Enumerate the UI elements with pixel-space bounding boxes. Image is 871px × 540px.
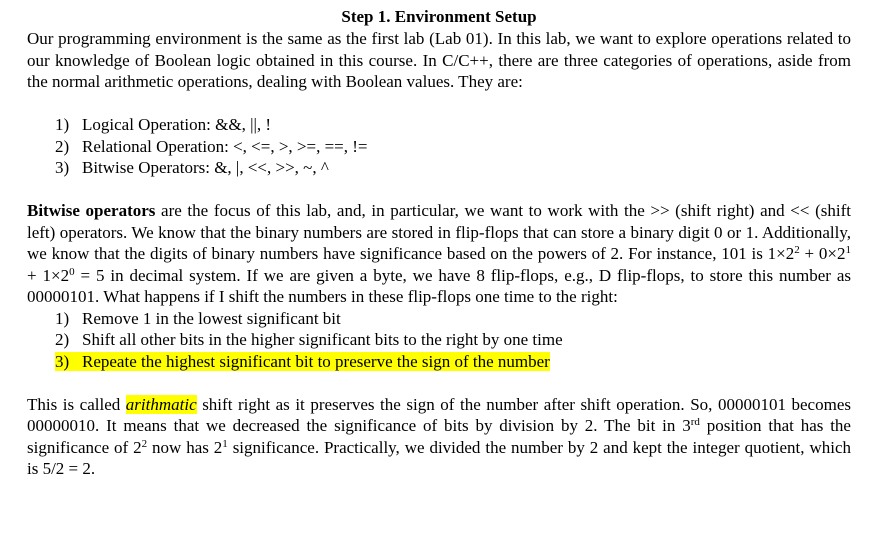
intro-paragraph: Our programming environment is the same as the first lab (Lab 01). In this lab, we want to explore operations related to our knowledge of Boolean logic obtained in this course. In C/C++, there are three categories of operations, aside from the normal arithmetic operations, dealing with Boolean values. They are: (27, 29, 851, 91)
conclusion-paragraph: This is called arithmatic shift right as it preserves the sign of the number after shift operation. So, 00000101 becomes 00000010. It means that we decreased the significance of bits by division by 2. The bit in 3rd position that has the significance of $2^2$ now has $2^1$ significance. Practically, we divided the number by 2 and kept the integer quotient, which is 5/2 = 2. (27, 394, 851, 478)
bitwise-paragraph: Bitwise operators are the focus of this lab, and, in particular, we want to work with the >> (shift right) and << (shift left) operators. We know that the binary numbers are stored in flip-flops that can store a binary digit 0 or 1. Additionally, we know that the digits of binary numbers have significance based on the powers of 2. For instance, 101 is $1\times 2^2 + 0\times 2^1 + 1\times 2^0 = 5$ in decimal system. If we are given a byte, we have 8 flip-flops, e.g., D flip-flops, to store this number as 00000101. What happens if I shift the numbers in these flip-flops one time to the right: (27, 201, 851, 306)
operation-list (27, 114, 851, 179)
list-item: 1) Logical Operation: &&, ||, ! (55, 115, 272, 134)
shift-steps-list (27, 308, 851, 373)
list-item-highlighted (55, 351, 851, 373)
list-item: 2) Relational Operation: <, <=, >, >=, ==, != (55, 136, 368, 156)
spacer (27, 372, 851, 394)
section-title: Step 1. Environment Setup (341, 7, 537, 26)
spacer (27, 93, 851, 115)
list-item: 2) Shift all other bits in the higher significant bits to the right by one time (55, 330, 563, 349)
highlight: 3) Repeate the highest significant bit to preserve the sign of the number (55, 351, 550, 371)
list-item: 3) Bitwise Operators: &, |, <<, >>, ~, ^ (55, 158, 329, 177)
bold-term: Bitwise operators (27, 201, 156, 220)
list-item: 1) Remove 1 in the lowest significant bit (55, 308, 341, 328)
spacer (27, 179, 851, 201)
highlighted-term: arithmatic (125, 394, 197, 414)
